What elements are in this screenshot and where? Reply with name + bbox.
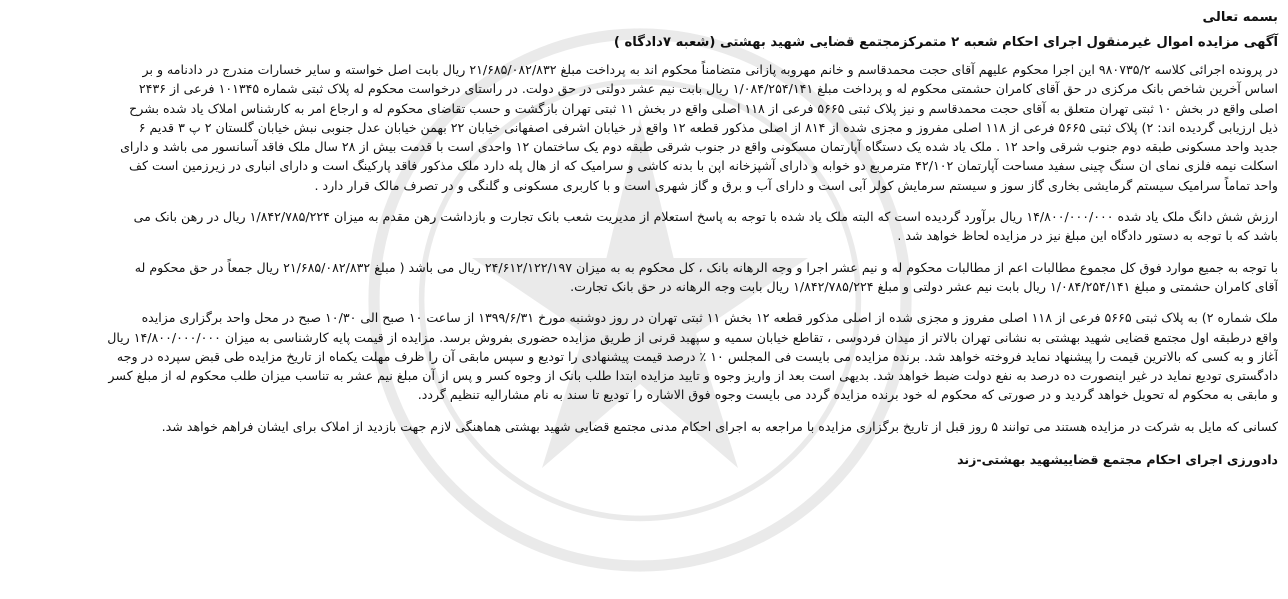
paragraph-line: در پرونده اجرائی کلاسه ۹۸۰۷۳۵/۲ این اجرا محکوم علیهم آقای حجت محمدقاسم و خانم مهروبه پازانی متضامناً محکوم اند به پرداخت مبلغ ۲۱/۶۸۵/۰۸۲/۸۳۲ ریال بابت اصل خواسته و سایر خسارات مندرج در دادنامه و بر — [142, 62, 1278, 77]
paragraph-line: اسکلت نیمه فلزی نمای ان سنگ چینی سفید مساحت آپارتمان ۴۲/۱۰۲ مترمربع دو خوابه و دارای آشپزخانه اپن با بدنه کاشی و سرامیک که از هال پله دارد ملک مذکور فاقد پارکینگ است و دارای انباری در زیرزمین است کف — [128, 158, 1278, 174]
paragraph-line: کسانی که مایل به شرکت در مزایده هستند می توانند ۵ روز قبل از تاریخ برگزاری مزایده با مراجعه به اجرای احکام مدنی مجتمع قضایی شهید بهشتی هماهنگی لازم جهت بازدید از املاک برای ایشان فراهم خواهد شد. — [161, 418, 1278, 434]
paragraph-line: ذیل ارزیابی گردیده اند: ۲) پلاک ثبتی ۵۶۶۵ فرعی از ۱۱۸ اصلی مفروز و مجزی شده از ۸۱۴ از اصلی مذکور قطعه ۱۲ واقع در خیابان اشرفی اصفهانی خیابان ۲۲ بهمن خیابان عدل جنوبی نبش خیابان گلستان ۲ پ ۳ قدیم ۶ — [138, 119, 1278, 135]
paragraph-line: جدید واحد مسکونی طبقه دوم جنوب شرقی واحد ۱۲ . ملک یاد شده یک دستگاه آپارتمان مسکونی واقع در جنوب شرقی طبقه دوم یک ساختمان ۱۲ واحدی است با قدمت بیش از ۲۸ سال ملک فاقد آسانسور می باشد و دارای — [120, 139, 1278, 155]
paragraph-line: و مابقی به محکوم له تحویل خواهد گردید و در صورتی که محکوم له خود برنده مزایده گردد می بایست وجوه فوق الاشاره را تودیع تا سند به نام مشارالیه تنظیم گردد. — [417, 387, 1278, 403]
paragraph-line: ارزش شش دانگ ملک یاد شده ۱۴/۸۰۰/۰۰۰/۰۰۰ ریال برآورد گردیده است که البته ملک یاد شده با توجه به پاسخ استعلام از مدیریت شعب بانک تجارت و بازداشت رهن مقدم به میزان ۱/۸۴۲/۷۸۵/۲۲۴ ریال در رهن بانک می — [133, 209, 1278, 225]
signature-line: دادورزی اجرای احکام مجتمع قضاییشهید بهشتی-زند — [957, 452, 1278, 468]
paragraph-visit-info — [10, 417, 1278, 436]
paragraph-line: واحد تماماً سرامیک سیستم گرمایشی بخاری گاز سوز و سیستم سرمایش کولر آبی است و دارای آب و برق و گاز شهری است و با کاربری مسکونی و گلنگی و در تصرف مالک قرار دارد . — [314, 177, 1278, 193]
paragraph-line: دادگستری تودیع نماید در غیر اینصورت ده درصد به نفع دولت ضبط خواهد شد. بدیهی است بعد از واریز وجوه و تایید مزایده ابتدا طلب بانک از وجوه کسر و پس از آن مبلغ نیم عشر به تناسب میزان طلب محکوم له از مبلغ کسر — [108, 368, 1278, 384]
paragraph-line: آغاز و به کسی که بالاترین قیمت را پیشنهاد نماید فروخته خواهد شد. برنده مزایده می بایست فی المجلس ۱۰ ٪ درصد قیمت پیشنهادی را تودیع و سپس مابقی آن را ظرف مهلت یکماه از تاریخ مزایده طی قبض سپرده در وجه — [116, 348, 1278, 364]
paragraph-auction-terms — [10, 308, 1278, 404]
paragraph-line: باشد که با توجه به دستور دادگاه این مبلغ نیز در مزایده لحاظ خواهد شد . — [897, 228, 1278, 244]
basmala-heading: بسمه تعالی — [1202, 10, 1278, 25]
paragraph-line: با توجه به جمیع موارد فوق کل مجموع مطالبات اعم از مطالبات محکوم له و نیم عشر اجرا و وجه الرهانه بانک ، کل محکوم به به میزان ۲۴/۶۱۲/۱۲۲/۱۹۷ ریال می باشد ( مبلغ ۲۱/۶۸۵/۰۸۲/۸۳۲ ریال جمعاً در حق محکوم له — [134, 259, 1278, 275]
paragraph-case-details — [10, 60, 1278, 195]
paragraph-total-claims — [10, 258, 1278, 297]
paragraph-line: اصلی واقع در بخش ۱۰ ثبتی تهران متعلق به آقای حجت محمدقاسم و نیز پلاک ثبتی ۵۶۶۵ فرعی از ۱۱۸ اصلی واقع در بخش ۱۱ ثبتی تهران بازگشت و حسب تقاضای محکوم له و ارجاع امر به کارشناس املاک یاد شده بشرح — [129, 100, 1278, 116]
paragraph-line: اساس آخرین شاخص بانک مرکزی در حق آقای کامران حشمتی محکوم له و پرداخت مبلغ ۱/۰۸۴/۲۵۴/۱۴۱ ریال بابت نیم عشر دولتی در حق دولت. در راستای درخواست محکوم له پلاک ثبتی شماره ۱۰۱۳۴۵ فرعی از ۲۴۳۶ — [138, 81, 1278, 97]
paragraph-valuation — [10, 207, 1278, 246]
paragraph-line: ملک شماره ۲) به پلاک ثبتی ۵۶۶۵ فرعی از ۱۱۸ اصلی مفروز و مجزی شده از اصلی مذکور قطعه ۱۲ بخش ۱۱ ثبتی تهران در روز دوشنبه مورخ ۱۳۹۹/۶/۳۱ از ساعت ۱۰ صبح الی ۱۰/۳۰ صبح در محل واحد برگزاری مزایده — [141, 310, 1278, 326]
paragraph-line: واقع درطبقه اول مجتمع قضایی شهید بهشتی به نشانی تهران بالاتر از میدان فردوسی ، تقاطع خیابان سمیه و سپهبد قرنی از طریق مزایده حضوری بفروش برسد. مزایده از قیمت پایه کارشناسی به میزان ۱۴/۸۰۰/۰۰۰/۰۰۰ ریال — [107, 329, 1278, 345]
paragraph-line: آقای کامران حشمتی و مبلغ ۱/۰۸۴/۲۵۴/۱۴۱ ریال بابت نیم عشر دولتی و مبلغ ۱/۸۴۲/۷۸۵/۲۲۴ ریال بابت وجه الرهانه در حق بانک تجارت. — [570, 278, 1278, 294]
notice-title: آگهی مزایده اموال غیرمنقول اجرای احکام شعبه ۲ متمرکزمجتمع قضایی شهید بهشتی (شعبه ۷دادگاه ) — [613, 35, 1278, 50]
